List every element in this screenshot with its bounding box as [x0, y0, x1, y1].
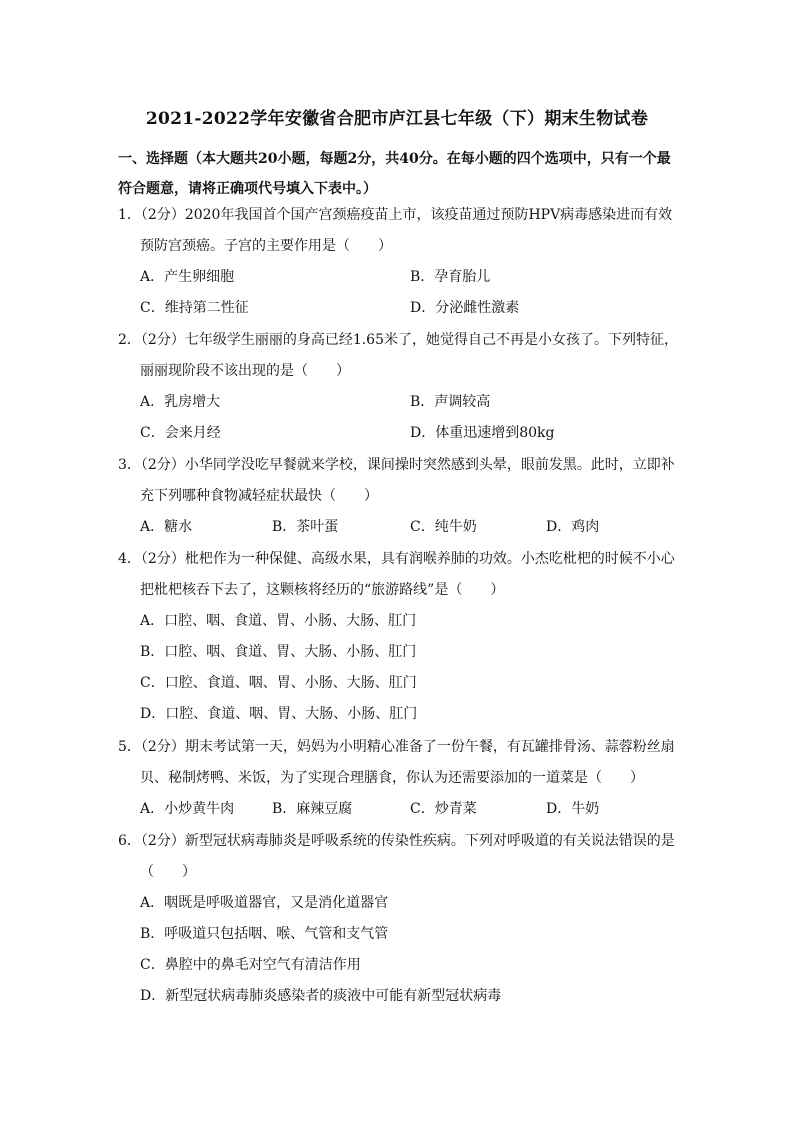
option-d: D．牛奶 — [546, 801, 600, 817]
question-stem: 4．（2分）枇杷作为一种保健、高级水果，具有润喉养肺的功效。小杰吃枇杷的时候不小心把枇杷核吞下去了，这颗核将经历的“旅游路线”是（ ） — [118, 551, 675, 598]
option-c: C．口腔、食道、咽、胃、小肠、大肠、肛门 — [140, 675, 417, 691]
option-d: D．体重迅速增到80kg — [410, 425, 555, 441]
option-row — [118, 262, 678, 293]
question-2 — [118, 325, 678, 449]
option-a: A．糖水 — [140, 519, 193, 535]
option-d: D．分泌雌性激素 — [410, 300, 520, 316]
option-row — [118, 512, 678, 543]
option-b: B．口腔、咽、食道、胃、大肠、小肠、肛门 — [140, 644, 417, 660]
option-c: C．鼻腔中的鼻毛对空气有清洁作用 — [140, 957, 361, 973]
section-heading: 一、选择题（本大题共20小题，每题2分，共40分。在每小题的四个选项中，只有一个最符合题意，请将正确项代号填入下表中。） — [118, 151, 671, 197]
option-row — [118, 387, 678, 418]
question-stem: 3．（2分）小华同学没吃早餐就来学校，课间操时突然感到头晕，眼前发黑。此时，立即补充下列哪种食物减轻症状最快（ ） — [118, 457, 675, 504]
option-b: B．孕育胎儿 — [410, 269, 491, 285]
option-c: C．维持第二性征 — [140, 300, 249, 316]
option-b: B．呼吸道只包括咽、喉、气管和支气管 — [140, 926, 389, 942]
question-5 — [118, 732, 678, 825]
question-stem: 1．（2分）2020年我国首个国产宫颈癌疫苗上市，该疫苗通过预防HPV病毒感染进而有效预防宫颈癌。子宫的主要作用是（ ） — [118, 207, 673, 254]
option-row — [118, 418, 678, 449]
option-d: D．鸡肉 — [546, 519, 600, 535]
option-a: A．小炒黄牛肉 — [140, 801, 235, 817]
question-stem: 6．（2分）新型冠状病毒肺炎是呼吸系统的传染性疾病。下列对呼吸道的有关说法错误的是（ ） — [118, 833, 675, 880]
option-b: B．声调较高 — [410, 394, 491, 410]
question-stem: 5．（2分）期末考试第一天，妈妈为小明精心准备了一份午餐，有瓦罐排骨汤、蒜蓉粉丝扇贝、秘制烤鸭、米饭，为了实现合理膳食，你认为还需要添加的一道菜是（ ） — [118, 739, 675, 786]
option-c: C．会来月经 — [140, 425, 221, 441]
question-4 — [118, 544, 678, 730]
question-1 — [118, 200, 678, 324]
option-b: B．麻辣豆腐 — [272, 801, 353, 817]
option-a: A．乳房增大 — [140, 394, 221, 410]
option-b: B．茶叶蛋 — [272, 519, 339, 535]
option-a: A．咽既是呼吸道器官，又是消化道器官 — [140, 895, 389, 911]
option-row — [118, 293, 678, 324]
option-row — [118, 794, 678, 825]
option-d: D．口腔、食道、咽、胃、大肠、小肠、肛门 — [140, 706, 418, 722]
option-a: A．产生卵细胞 — [140, 269, 235, 285]
option-c: C．纯牛奶 — [410, 519, 477, 535]
question-6 — [118, 826, 678, 1012]
option-d: D．新型冠状病毒肺炎感染者的痰液中可能有新型冠状病毒 — [140, 988, 502, 1004]
option-a: A．口腔、咽、食道、胃、小肠、大肠、肛门 — [140, 613, 417, 629]
question-stem: 2．（2分）七年级学生丽丽的身高已经1.65米了，她觉得自己不再是小女孩了。下列特征，丽丽现阶段不该出现的是（ ） — [118, 332, 678, 379]
page-title: 2021-2022学年安徽省合肥市庐江县七年级（下）期末生物试卷 — [145, 109, 649, 129]
option-c: C．炒青菜 — [410, 801, 477, 817]
question-3 — [118, 450, 678, 543]
